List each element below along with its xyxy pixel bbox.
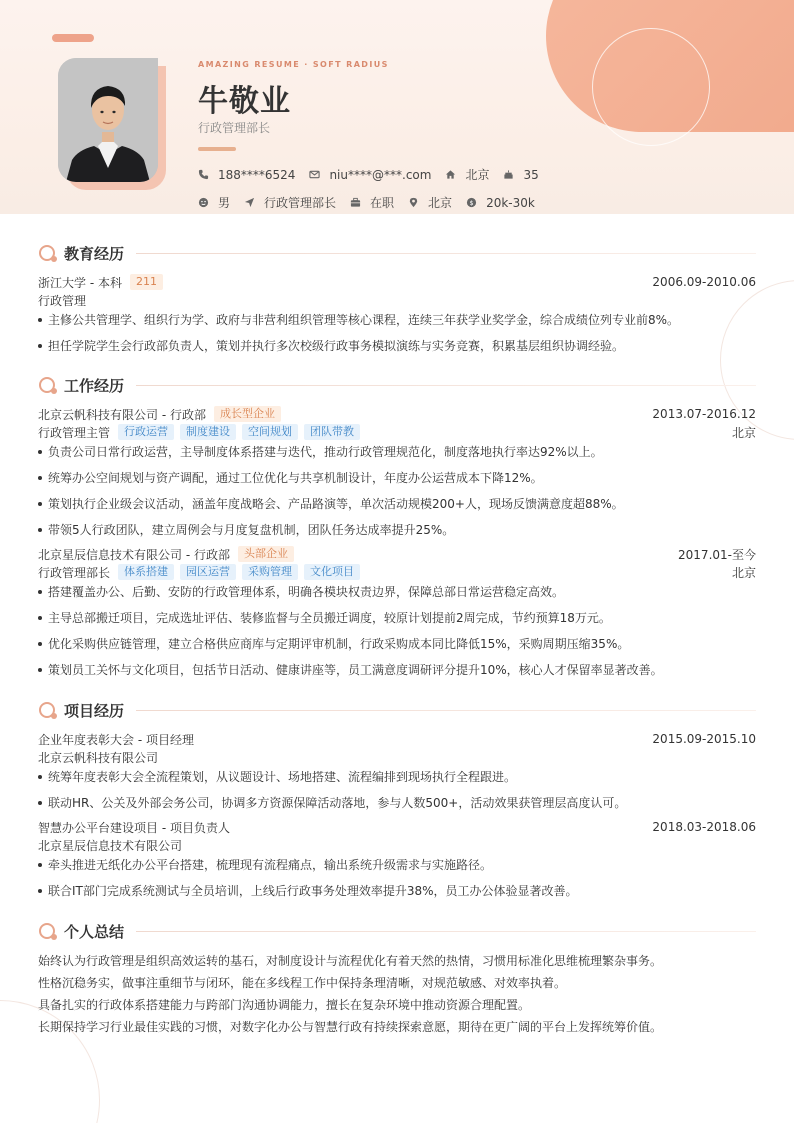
salary-icon (466, 197, 477, 208)
job-position: 行政管理部长 (38, 565, 111, 580)
detail-gender-value: 男 (218, 196, 231, 210)
contact-phone (198, 168, 295, 182)
project-name-line (38, 730, 756, 748)
job-city: 北京 (731, 565, 756, 580)
job-company-line (38, 545, 756, 563)
job-skill-tag: 团队带教 (304, 424, 360, 440)
job-bullet: 主导总部搬迁项目，完成选址评估、装修监督与全员搬迁调度，较原计划提前2周完成，节约预算18万元。 (38, 609, 756, 627)
contact-row (198, 166, 553, 183)
project-org-line (38, 836, 756, 854)
job-company-tag: 成长型企业 (214, 406, 281, 422)
contact-phone-value: 188****6524 (218, 167, 296, 182)
job-period: 2017.01-至今 (678, 547, 756, 562)
education-header (38, 242, 756, 264)
education-badge: 211 (130, 274, 163, 290)
summary-header (38, 920, 756, 942)
contact-age (503, 168, 538, 182)
candidate-role: 行政管理部长 (198, 121, 271, 135)
header-accent-bar (52, 34, 94, 42)
projects-section (38, 699, 756, 899)
summary-line: 长期保持学习行业最佳实践的习惯，对数字化办公与智慧行政有持续探索意愿，期待在更广阔的平台上发挥统筹价值。 (38, 1020, 663, 1034)
contact-city (445, 166, 489, 183)
detail-row (198, 194, 549, 211)
home-icon (445, 169, 456, 180)
education-major: 行政管理 (38, 293, 87, 308)
job-skill-tag: 园区运营 (180, 564, 236, 580)
summary-line: 具备扎实的行政体系搭建能力与跨部门沟通协调能力，擅长在复杂环境中推动资源合理配置。 (38, 998, 531, 1012)
project-name-line (38, 818, 756, 836)
job-skill-tag: 行政运营 (118, 424, 174, 440)
summary-section (38, 920, 756, 1040)
work-title: 工作经历 (64, 376, 125, 395)
role-accent-bar (198, 147, 236, 151)
mail-icon (309, 169, 320, 180)
education-entry (38, 273, 756, 291)
education-school: 浙江大学 - 本科 (38, 275, 122, 290)
job-bullet: 优化采购供应链管理，建立合格供应商库与定期评审机制，行政采购成本同比降低15%，采购周期压缩35%。 (38, 635, 756, 653)
job-skill-tag: 空间规划 (242, 424, 298, 440)
project-org-line (38, 748, 756, 766)
education-period: 2006.09-2010.06 (652, 275, 756, 289)
job-company: 北京星辰信息技术有限公司 - 行政部 (38, 547, 230, 562)
education-title: 教育经历 (64, 244, 125, 263)
contact-age-value: 35 (523, 167, 539, 182)
cake-icon (503, 169, 514, 180)
briefcase-icon (350, 197, 361, 208)
candidate-name: 牛敬业 (198, 84, 291, 119)
education-bullet: 主修公共管理学、组织行为学、政府与非营利组织管理等核心课程，连续三年获学业奖学金，综合成绩位列专业前8%。 (38, 311, 756, 329)
detail-location (408, 194, 452, 211)
job-skill-tag: 文化项目 (304, 564, 360, 580)
work-divider (136, 385, 756, 386)
job-bullet: 带领5人行政团队，建立周例会与月度复盘机制，团队任务达成率提升25%。 (38, 521, 756, 539)
job-bullet: 策划执行企业级会议活动，涵盖年度战略会、产品路演等，单次活动规模200+人，现场反馈满意度超88%。 (38, 495, 756, 513)
project-bullet: 牵头推进无纸化办公平台搭建，梳理现有流程痛点，输出系统升级需求与实施路径。 (38, 856, 756, 874)
summary-line: 性格沉稳务实，做事注重细节与闭环，能在多线程工作中保持条理清晰，对规范敏感、对效率执着。 (38, 976, 567, 990)
resume-eyebrow: AMAZING RESUME · SOFT RADIUS (198, 60, 389, 69)
location-pin-icon (408, 197, 419, 208)
project-bullet: 联合IT部门完成系统测试与全员培训，上线后行政事务处理效率提升38%，员工办公体验显著改善。 (38, 882, 756, 900)
phone-icon (198, 169, 209, 180)
avatar (58, 58, 158, 182)
summary-divider (136, 931, 756, 932)
magnifier-icon (38, 700, 58, 720)
magnifier-icon (38, 375, 58, 395)
job-bullet: 策划员工关怀与文化项目，包括节日活动、健康讲座等，员工满意度调研评分提升10%，核心人才保留率显著改善。 (38, 661, 756, 679)
projects-header (38, 699, 756, 721)
send-icon (244, 197, 255, 208)
education-bullet: 担任学院学生会行政部负责人，策划并执行多次校级行政事务模拟演练与实务竞赛，积累基层组织协调经验。 (38, 337, 756, 355)
work-header (38, 374, 756, 396)
projects-divider (136, 710, 756, 711)
job-skill-tag: 制度建设 (180, 424, 236, 440)
job-city: 北京 (731, 425, 756, 440)
job-position-line (38, 423, 756, 441)
project-period: 2018.03-2018.06 (652, 820, 756, 834)
contact-email-value: niu****@***.com (329, 167, 432, 182)
contact-email (309, 168, 431, 182)
summary-line: 始终认为行政管理是组织高效运转的基石，对制度设计与流程优化有着天然的热情，习惯用标准化思维梳理繁杂事务。 (38, 954, 663, 968)
detail-salary (466, 196, 535, 210)
project-name: 智慧办公平台建设项目 - 项目负责人 (38, 820, 230, 835)
detail-gender (198, 194, 230, 211)
magnifier-icon (38, 921, 58, 941)
job-bullet: 搭建覆盖办公、后勤、安防的行政管理体系，明确各模块权责边界，保障总部日常运营稳定高效。 (38, 583, 756, 601)
detail-location-value: 北京 (428, 196, 453, 210)
job-company: 北京云帆科技有限公司 - 行政部 (38, 407, 206, 422)
job-skill-tag: 采购管理 (242, 564, 298, 580)
detail-status-value: 在职 (370, 196, 395, 210)
job-skill-tag: 体系搭建 (118, 564, 174, 580)
job-position: 行政管理主管 (38, 425, 111, 440)
header-decor-ring (592, 28, 710, 146)
job-company-line (38, 405, 756, 423)
svg-text:$: $ (469, 198, 474, 207)
project-period: 2015.09-2015.10 (652, 732, 756, 746)
job-position-line (38, 563, 756, 581)
detail-status (350, 194, 394, 211)
education-divider (136, 253, 756, 254)
magnifier-icon (38, 243, 58, 263)
project-name: 企业年度表彰大会 - 项目经理 (38, 732, 194, 747)
contact-city-value: 北京 (465, 168, 490, 182)
job-company-tag: 头部企业 (238, 546, 294, 562)
education-section (38, 242, 756, 362)
detail-target-role (244, 194, 336, 211)
project-bullet: 联动HR、公关及外部会务公司，协调多方资源保障活动落地，参与人数500+，活动效果获管理层高度认可。 (38, 794, 756, 812)
work-section (38, 374, 756, 684)
job-bullet: 负责公司日常行政运营，主导制度体系搭建与迭代，推动行政管理规范化，制度落地执行率达92%以上。 (38, 443, 756, 461)
detail-salary-value: 20k-30k (486, 195, 535, 210)
job-period: 2013.07-2016.12 (652, 407, 756, 421)
education-major-line (38, 291, 756, 309)
project-org: 北京星辰信息技术有限公司 (38, 838, 183, 853)
detail-target-role-value: 行政管理部长 (264, 196, 337, 210)
project-bullet: 统筹年度表彰大会全流程策划，从议题设计、场地搭建、流程编排到现场执行全程跟进。 (38, 768, 756, 786)
projects-title: 项目经历 (64, 701, 125, 720)
job-bullet: 统筹办公空间规划与资产调配，通过工位优化与共享机制设计，年度办公运营成本下降12%。 (38, 469, 756, 487)
project-org: 北京云帆科技有限公司 (38, 750, 159, 765)
gender-icon (198, 197, 209, 208)
summary-title: 个人总结 (64, 922, 125, 941)
